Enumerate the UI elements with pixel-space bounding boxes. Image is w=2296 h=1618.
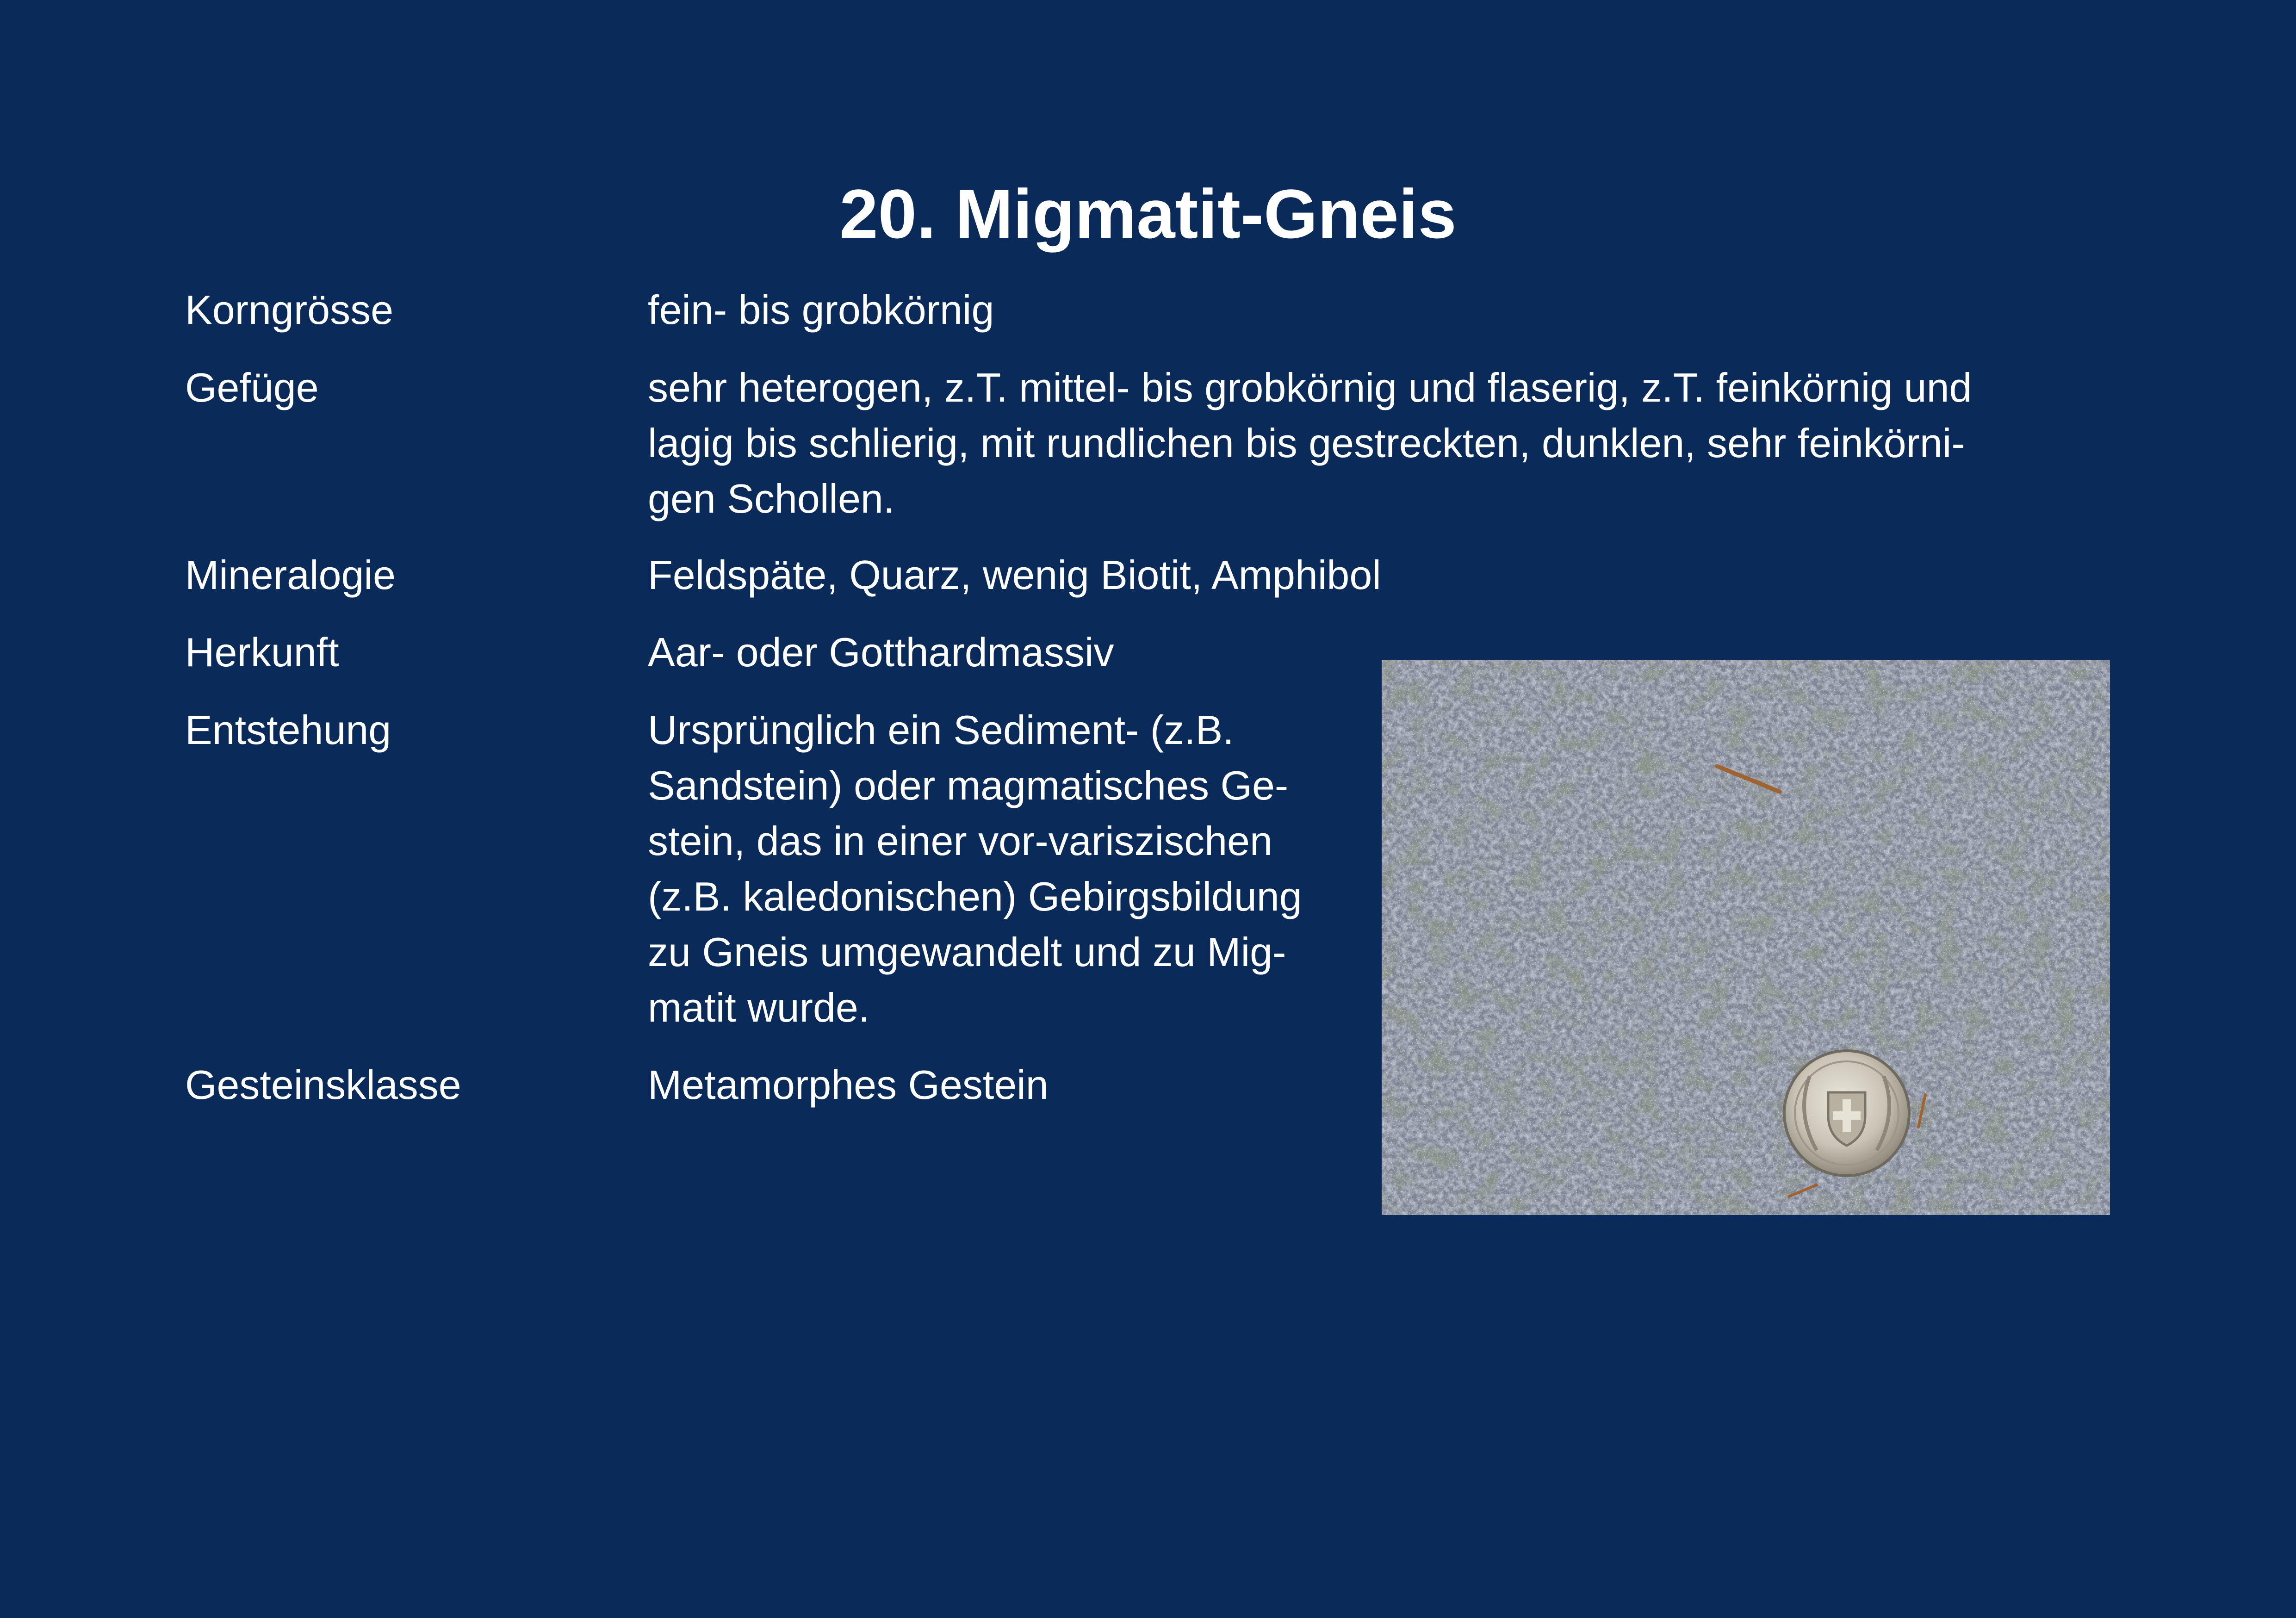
value-line: fein- bis grobkörnig (648, 287, 994, 333)
property-label: Herkunft (185, 629, 339, 675)
rock-photo-image (1382, 660, 2110, 1215)
value-line: Ursprünglich ein Sediment- (z.B. (648, 707, 1234, 753)
value-line: sehr heterogen, z.T. mittel- bis grobkörnig und flaserig, z.T. feinkörnig und (648, 365, 1972, 410)
value-line: matit wurde. (648, 985, 870, 1030)
rock-photo (1382, 660, 2110, 1215)
property-value (648, 702, 1370, 1035)
value-line: Aar- oder Gotthardmassiv (648, 629, 1114, 675)
property-label: Mineralogie (185, 552, 396, 598)
value-line: gen Schollen. (648, 476, 895, 521)
property-value (648, 547, 2128, 603)
value-line: zu Gneis umgewandelt und zu Mig- (648, 929, 1286, 975)
property-label: Gefüge (185, 365, 319, 410)
page-title: 20. Migmatit-Gneis (839, 175, 1457, 253)
property-value (648, 360, 2128, 527)
coin-icon (1784, 1051, 1909, 1176)
value-line: Sandstein) oder magmatisches Ge- (648, 763, 1289, 808)
value-line: Metamorphes Gestein (648, 1062, 1049, 1108)
property-label: Korngrösse (185, 287, 394, 333)
property-label: Entstehung (185, 707, 391, 753)
value-line: stein, das in einer vor-variszischen (648, 818, 1272, 864)
value-line: lagig bis schlierig, mit rundlichen bis gestreckten, dunklen, sehr feinkörni- (648, 420, 1965, 466)
property-value (648, 282, 2128, 338)
value-line: Feldspäte, Quarz, wenig Biotit, Amphibol (648, 552, 1381, 598)
value-line: (z.B. kaledonischen) Gebirgsbildung (648, 874, 1302, 919)
property-label: Gesteinsklasse (185, 1062, 461, 1108)
